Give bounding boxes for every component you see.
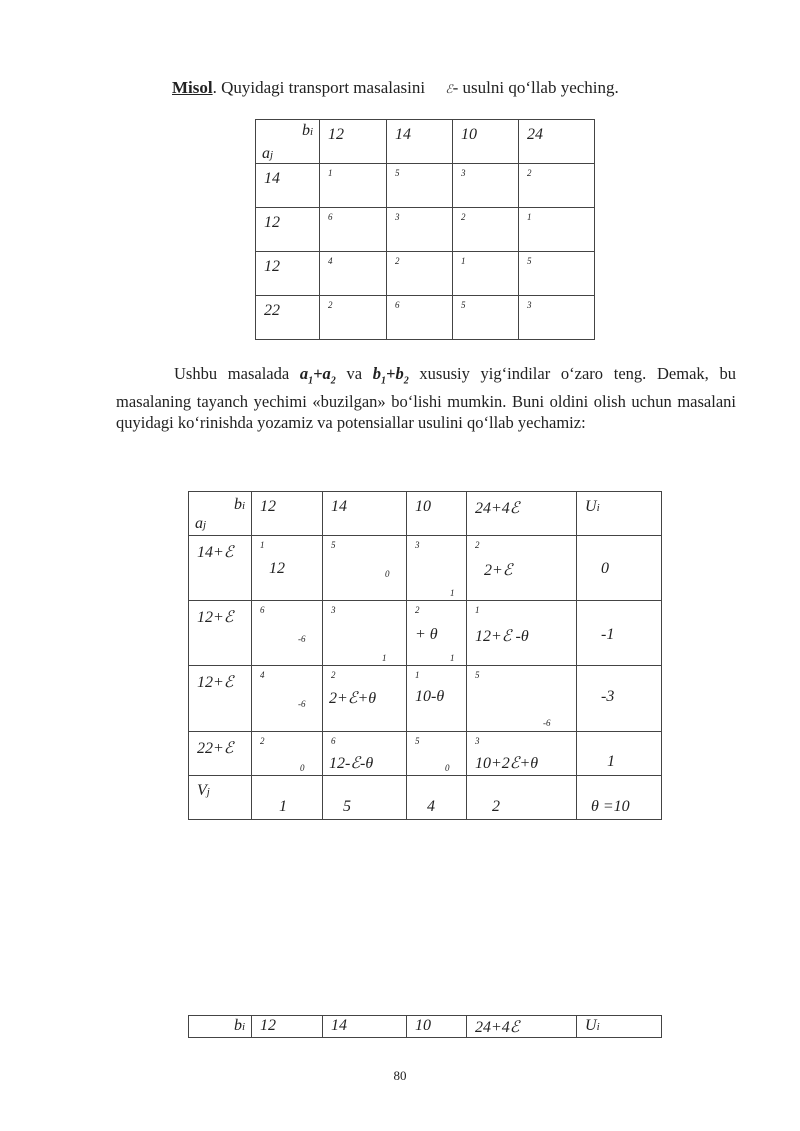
table1-row: 14 1 5 3 2 [256,164,595,208]
epsilon-symbol: ℰ [445,82,453,96]
table1-row: 22 2 6 5 3 [256,296,595,340]
table1-row: 12 4 2 1 5 [256,252,595,296]
table1-demand-cell: 12 [320,120,387,164]
example-heading: Misol. Quyidagi transport masalasini ℰ- usulni qo‘llab yeching. [172,78,619,97]
table2-header-row: bi aj 12 14 10 24+4ℰ Ui [189,492,662,536]
table2-corner-cell: bi aj [189,492,252,536]
table2-row: 12+ℰ 4 -6 2 2+ℰ+θ 1 10-θ 5 -6 -3 [189,666,662,732]
table1-corner-cell: bi aj [256,120,320,164]
transport-table-epsilon [188,491,662,820]
explanation-paragraph: Ushbu masalada $a_1+a_2$ va $b_1+b_2$ xususiy yig‘indilar o‘zaro teng. Demak, bu masalaning tayanch yechimi «buzilgan» bo‘lishi mumkin. Buni oldini olish uchun masalani quyidagi ko‘rinishda yozamiz va potensiallar usulini qo‘llab yechamiz: [116,364,736,433]
example-label: Misol [172,78,213,97]
theta-value: θ =10 [591,798,630,815]
transport-table-initial [255,119,595,340]
table1-demand-cell: 10 [453,120,519,164]
table2-row: 14+ℰ 1 12 5 0 3 1 2 2+ℰ 0 [189,536,662,601]
page-number: 80 [393,1068,407,1083]
table2-potentials-row: Vj 1 5 4 2 θ =10 [189,776,662,820]
transport-table-next: bi 12 14 10 24+4ℰ Ui [188,1015,662,1038]
table2-row: 12+ℰ 6 -6 3 1 2 + θ 1 1 12+ℰ -θ -1 [189,601,662,666]
table1-row: 12 6 3 2 1 [256,208,595,252]
table2-row: 22+ℰ 2 0 6 12-ℰ-θ 5 0 3 10+2ℰ+θ 1 [189,732,662,776]
table1-demand-cell: 24 [519,120,595,164]
table1-demand-cell: 14 [387,120,453,164]
